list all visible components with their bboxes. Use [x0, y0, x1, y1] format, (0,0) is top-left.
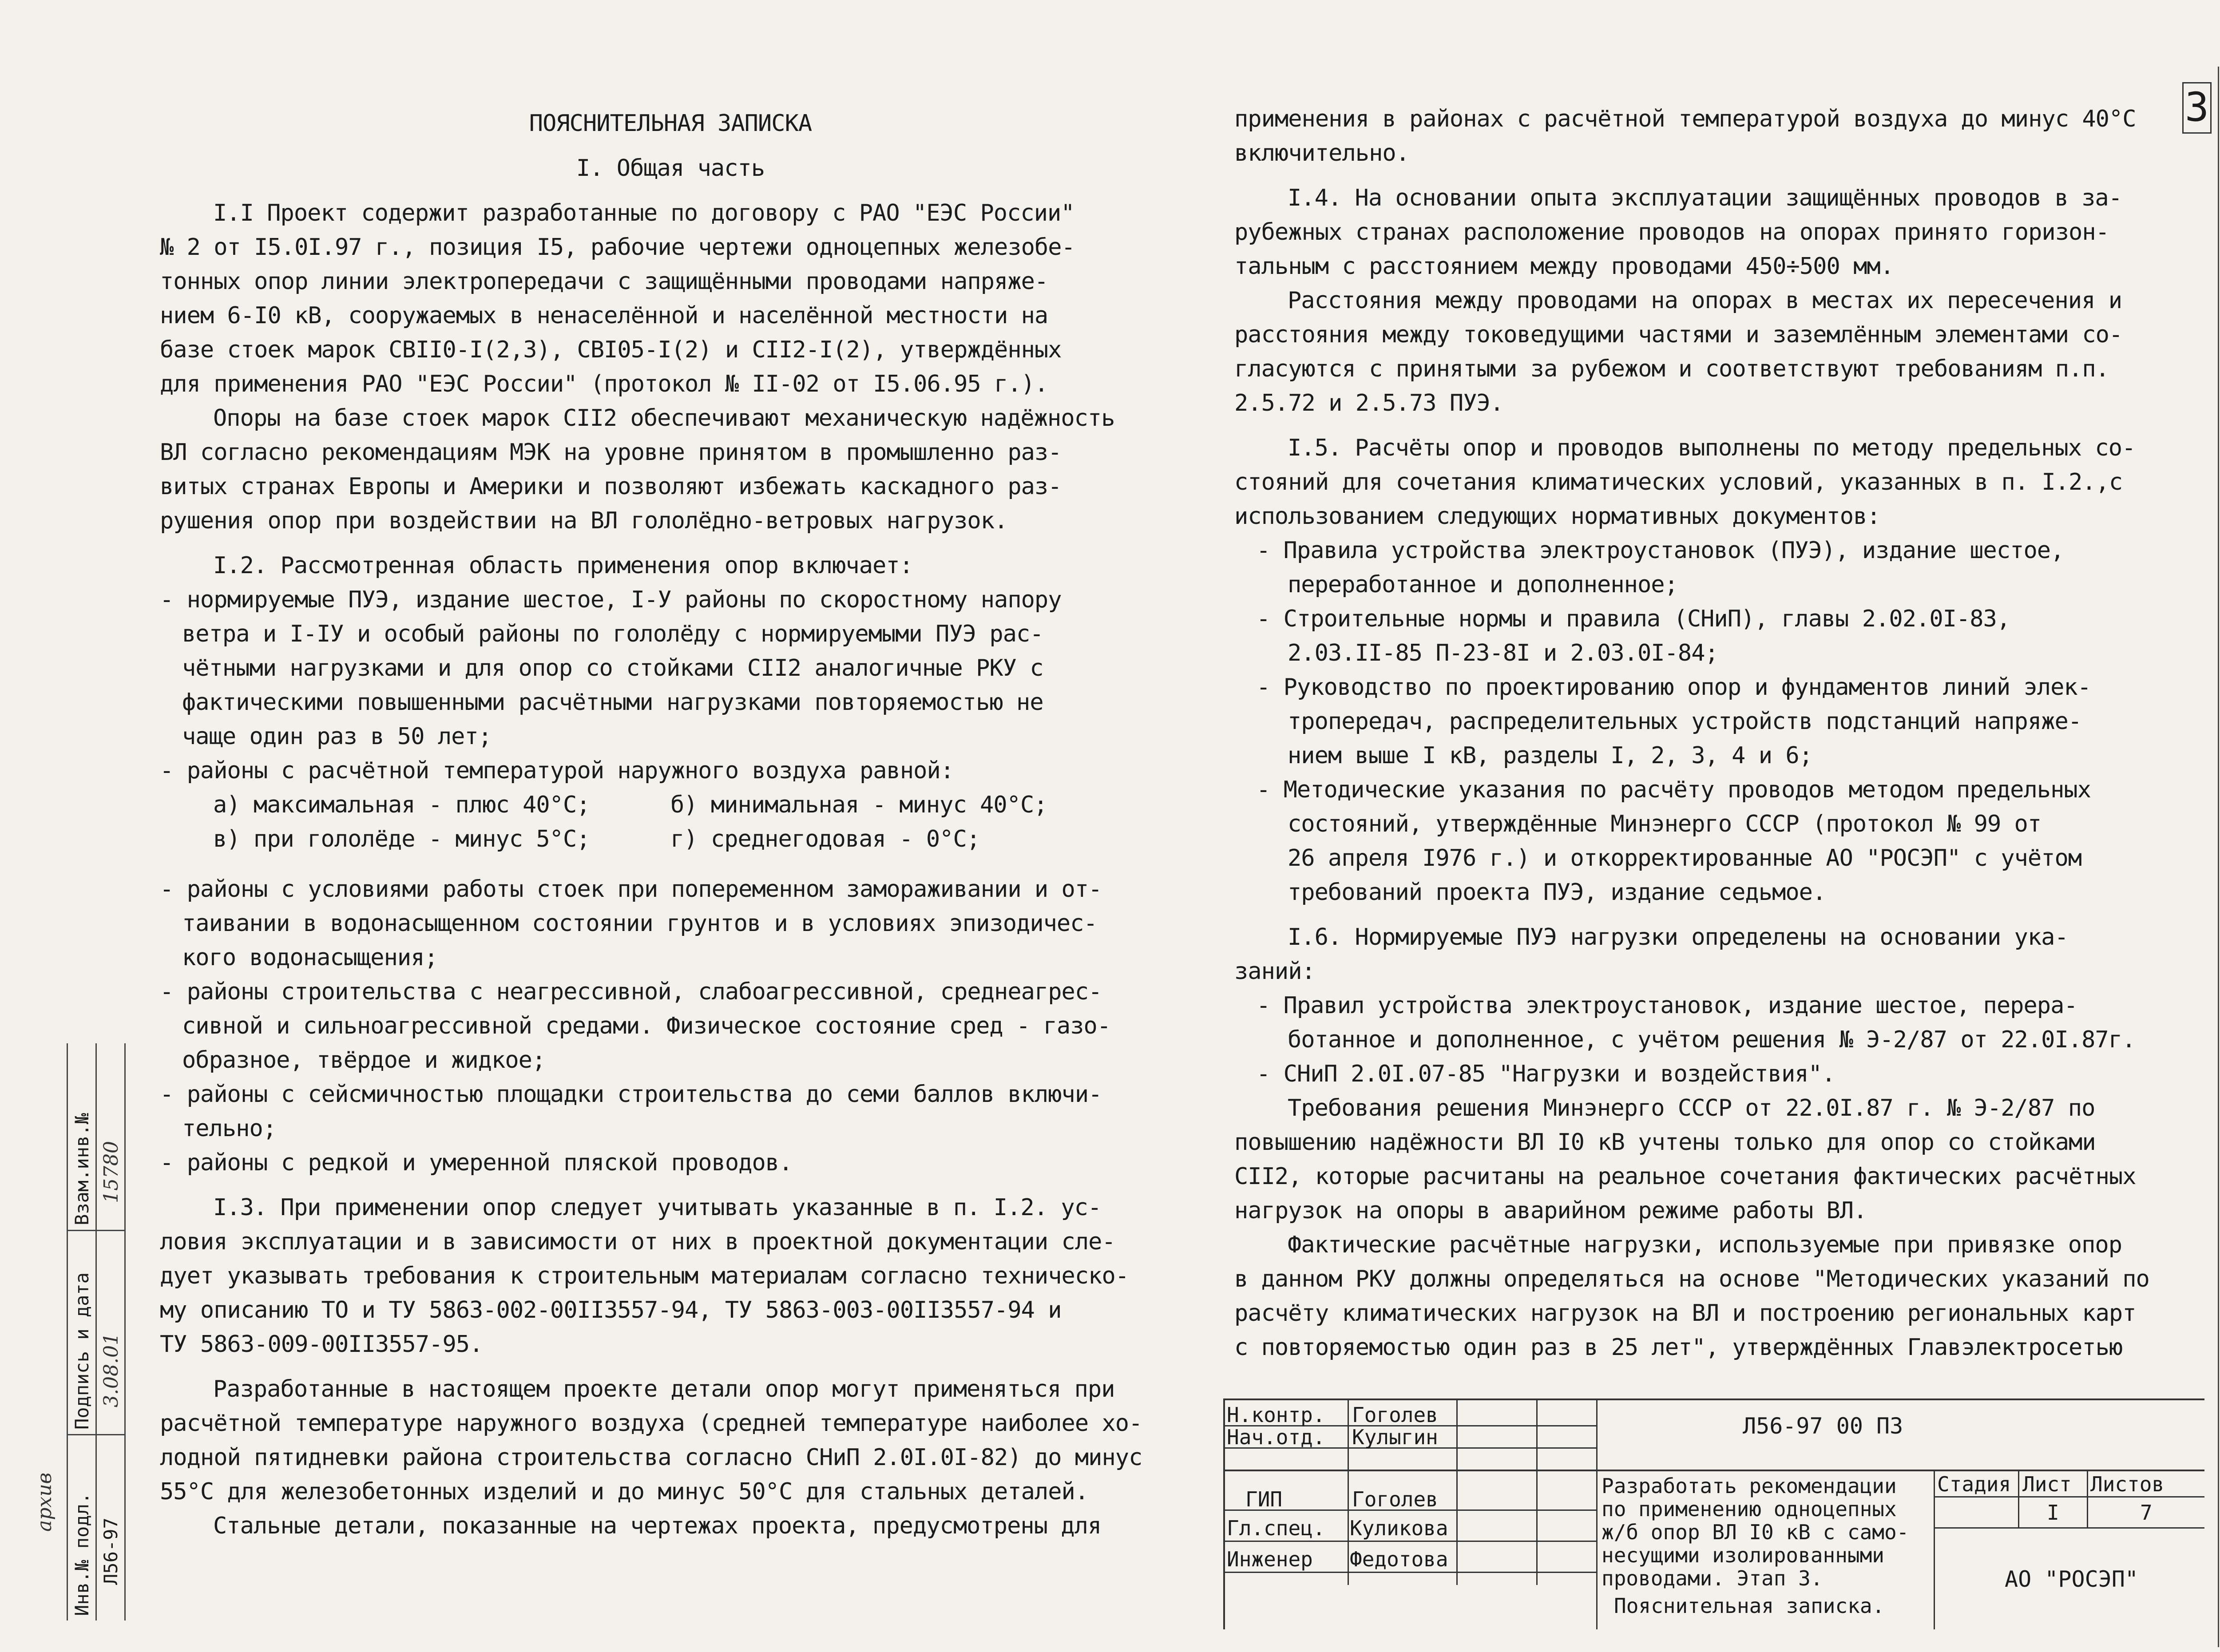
text-line: - Руководство по проектированию опор и фундаментов линий элек-	[1257, 674, 2091, 701]
text-line: чётными нагрузками и для опор со стойками СII2 аналогичные РКУ с	[182, 655, 1043, 681]
right-column	[1234, 102, 2193, 1365]
text-line: использованием следующих нормативных документов:	[1234, 503, 1880, 530]
organization: АО "РОСЭП"	[2005, 1566, 2139, 1592]
role-nkontr: Н.контр.	[1227, 1403, 1325, 1427]
text-line: базе стоек марок СВII0-I(2,3), СВI05-I(2) и СII2-I(2), утверждённых	[160, 337, 1062, 363]
text-line: му описанию ТО и ТУ 5863-002-00II3557-94, ТУ 5863-003-00II3557-94 и	[160, 1297, 1062, 1323]
right-frame-line	[2218, 67, 2219, 1647]
text-line: нагрузок на опоры в аварийном режиме работы ВЛ.	[1234, 1197, 1867, 1224]
text-line: нием выше I кВ, разделы I, 2, 3, 4 и 6;	[1288, 742, 1812, 769]
text-line: 2.5.72 и 2.5.73 ПУЭ.	[1234, 390, 1504, 416]
text-line: таивании в водонасыщенном состоянии грунтов и в условиях эпизодичес-	[182, 910, 1097, 937]
vzam-value: 15780	[100, 1141, 123, 1203]
text-line: - Правила устройства электроустановок (ПУЭ), издание шестое,	[1257, 537, 2064, 564]
text-line: лодной пятидневки района строительства согласно СНиП 2.0I.0I-82) до минус	[160, 1444, 1142, 1471]
name-nkontr: Гоголев	[1352, 1403, 1438, 1427]
sheets-value: 7	[2140, 1501, 2153, 1525]
margin-divider	[67, 1230, 124, 1231]
temp-avg: г) среднегодовая - 0°С;	[670, 826, 980, 852]
role-gip: ГИП	[1245, 1487, 1283, 1511]
name-glspec: Куликова	[1350, 1516, 1448, 1540]
stamp-line	[1223, 1398, 2204, 1400]
text-line: тропередач, распределительных устройств подстанций напряже-	[1288, 708, 2082, 735]
text-line: образное, твёрдое и жидкое;	[182, 1047, 546, 1074]
text-line: рубежных странах расположение проводов на опорах принято горизон-	[1234, 219, 2109, 246]
text-line: включительно.	[1234, 140, 1409, 166]
stamp-line	[1536, 1398, 1538, 1585]
label-podpis: Подпись и дата	[71, 1272, 93, 1430]
role-nachotd: Нач.отд.	[1227, 1425, 1325, 1449]
text-line: - районы с редкой и умеренной пляской проводов.	[160, 1149, 793, 1176]
text-line: Расстояния между проводами на опорах в местах их пересечения и	[1288, 287, 2122, 314]
text-line: дует указывать требования к строительным материалам согласно техническо-	[160, 1263, 1129, 1289]
page-number: 3	[2182, 82, 2212, 134]
text-line: расстояния между токоведущими частями и заземлённым элементами со-	[1234, 321, 2123, 348]
text-line: ВЛ согласно рекомендациям МЭК на уровне принятом в промышленно раз-	[160, 439, 1062, 466]
title-block	[1223, 1398, 2204, 1629]
sheets-label: Листов	[2090, 1472, 2164, 1496]
text-line: повышению надёжности ВЛ I0 кВ учтены только для опор со стойками	[1234, 1129, 2096, 1156]
section-heading: I. Общая часть	[576, 155, 765, 182]
stage-label: Стадия	[1937, 1472, 2011, 1496]
text-line: расчётной температуре наружного воздуха (средней температуре наиболее хо-	[160, 1410, 1142, 1437]
role-glspec: Гл.спец.	[1227, 1516, 1325, 1540]
desc-line: Разработать рекомендации	[1602, 1474, 1897, 1498]
text-line: Опоры на базе стоек марок СII2 обеспечивают механическую надёжность	[213, 405, 1115, 432]
sheet-label: Лист	[2022, 1472, 2072, 1496]
text-line: СII2, которые расчитаны на реальное сочетания фактических расчётных	[1234, 1163, 2136, 1190]
stamp-line	[1223, 1572, 1596, 1573]
text-line: заний:	[1234, 958, 1315, 985]
temp-min: б) минимальная - минус 40°С;	[670, 792, 1047, 818]
temp-max: а) максимальная - плюс 40°С;	[213, 792, 590, 818]
name-gip: Гоголев	[1352, 1487, 1438, 1511]
stamp-line	[1456, 1398, 1458, 1585]
text-line: I.6. Нормируемые ПУЭ нагрузки определены на основании ука-	[1288, 924, 2068, 951]
label-inv: Инв.№ подл.	[71, 1492, 93, 1616]
left-margin-stamp	[33, 1043, 126, 1620]
text-line: 26 апреля I976 г.) и откорректированные АО "РОСЭП" с учётом	[1288, 845, 2082, 872]
document-title: ПОЯСНИТЕЛЬНАЯ ЗАПИСКА	[529, 110, 812, 137]
text-line: I.I Проект содержит разработанные по договору с РАО "ЕЭС России"	[213, 200, 1074, 226]
temp-ice: в) при гололёде - минус 5°С;	[213, 826, 590, 852]
text-line: Требования решения Минэнерго СССР от 22.0I.87 г. № Э-2/87 по	[1288, 1095, 2095, 1121]
temperature-row	[160, 788, 1181, 822]
text-line: - Методические указания по расчёту проводов методом предельных	[1257, 776, 2091, 803]
text-line: гласуются с принятыми за рубежом и соответствуют требованиям п.п.	[1234, 356, 2109, 382]
stamp-line	[2018, 1470, 2019, 1527]
desc-line: проводами. Этап 3.	[1602, 1566, 1823, 1590]
text-line: расчёту климатических нагрузок на ВЛ и построению региональных карт	[1234, 1300, 2136, 1327]
desc-line: ж/б опор ВЛ I0 кВ с само-	[1602, 1520, 1909, 1544]
text-line: ловия эксплуатации и в зависимости от них в проектной документации сле-	[160, 1228, 1115, 1255]
sheet-value: I	[2047, 1501, 2059, 1525]
left-column	[160, 107, 1181, 1543]
text-line: тельно;	[182, 1115, 277, 1142]
text-line: сивной и сильноагрессивной средами. Физическое состояние сред - газо-	[182, 1013, 1111, 1039]
role-engineer: Инженер	[1227, 1547, 1313, 1571]
label-vzam: Взам.инв.№	[71, 1113, 93, 1225]
text-line: - районы с сейсмичностью площадки строительства до семи баллов включи-	[160, 1081, 1102, 1108]
text-line: - Правил устройства электроустановок, издание шестое, перера-	[1257, 992, 2077, 1019]
text-line: I.4. На основании опыта эксплуатации защищённых проводов в за-	[1288, 185, 2122, 211]
text-line: витых странах Европы и Америки и позволяют избежать каскадного раз-	[160, 473, 1062, 500]
text-line: - Строительные нормы и правила (СНиП), главы 2.02.0I-83,	[1257, 606, 2010, 632]
text-line: рушения опор при воздействии на ВЛ гололёдно-ветровых нагрузок.	[160, 507, 1008, 534]
text-line: кого водонасыщения;	[182, 944, 438, 971]
text-line: - районы с расчётной температурой наружного воздуха равной:	[160, 757, 954, 784]
text-line: ботанное и дополненное, с учётом решения № Э-2/87 от 22.0I.87г.	[1288, 1026, 2136, 1053]
text-line: состояний, утверждённые Минэнерго СССР (протокол № 99 от	[1288, 811, 2042, 837]
text-line: I.5. Расчёты опор и проводов выполнены по методу предельных со-	[1288, 435, 2136, 461]
text-line: Фактические расчётные нагрузки, используемые при привязке опор	[1288, 1232, 2122, 1258]
text-line: № 2 от I5.0I.97 г., позиция I5, рабочие чертежи одноцепных железобе-	[160, 234, 1075, 261]
text-line: переработанное и дополненное;	[1288, 571, 1678, 598]
text-line: 55°С для железобетонных изделий и до минус 50°С для стальных деталей.	[160, 1478, 1089, 1505]
stamp-line	[1596, 1398, 1598, 1629]
text-line: Разработанные в настоящем проекте детали опор могут применяться при	[213, 1376, 1115, 1402]
margin-divider	[67, 1434, 124, 1435]
text-line: применения в районах с расчётной температурой воздуха до минус 40°С	[1234, 106, 2136, 132]
text-line: 2.03.II-85 П-23-8I и 2.03.0I-84;	[1288, 640, 1718, 666]
name-nachotd: Кулыгин	[1352, 1425, 1438, 1449]
temperature-row	[160, 822, 1181, 856]
desc-line: несущими изолированными	[1602, 1543, 1884, 1567]
name-engineer: Федотова	[1350, 1547, 1448, 1571]
stamp-line	[1223, 1541, 1596, 1542]
desc-line: по применению одноцепных	[1602, 1497, 1897, 1521]
text-line: тальным с расстоянием между проводами 450÷500 мм.	[1234, 253, 1894, 280]
stamp-line	[1934, 1470, 1935, 1629]
inv-value: Л56-97	[100, 1517, 122, 1585]
stamp-line	[1934, 1527, 2204, 1529]
text-line: требований проекта ПУЭ, издание седьмое.	[1288, 879, 1826, 906]
text-line: - нормируемые ПУЭ, издание шестое, I-У районы по скоростному напору	[160, 586, 1062, 613]
stamp-line	[1348, 1398, 1349, 1585]
date-value: 3.08.01	[100, 1333, 123, 1407]
text-line: чаще один раз в 50 лет;	[182, 723, 492, 750]
text-line: фактическими повышенными расчётными нагрузками повторяемостью не	[182, 689, 1043, 716]
text-line: стояний для сочетания климатических условий, указанных в п. I.2.,с	[1234, 469, 2123, 495]
text-line: тонных опор линии электропередачи с защищёнными проводами напряже-	[160, 268, 1048, 295]
text-line: ветра и I-IУ и особый районы по гололёду с нормируемыми ПУЭ рас-	[182, 621, 1043, 647]
text-line: I.3. При применении опор следует учитывать указанные в п. I.2. ус-	[213, 1194, 1102, 1221]
text-line: - СНиП 2.0I.07-85 "Нагрузки и воздействия".	[1257, 1061, 1835, 1087]
text-line: нием 6-I0 кВ, сооружаемых в ненаселённой и населённой местности на	[160, 302, 1048, 329]
text-line: Стальные детали, показанные на чертежах проекта, предусмотрены для	[213, 1513, 1102, 1539]
doc-code: Л56-97 00 ПЗ	[1743, 1413, 1903, 1439]
text-line: - районы с условиями работы стоек при попеременном замораживании и от-	[160, 876, 1102, 903]
text-line: I.2. Рассмотренная область применения опор включает:	[213, 552, 913, 579]
text-line: в данном РКУ должны определяться на основе "Методических указаний по	[1234, 1266, 2149, 1292]
handwritten-note: архив	[33, 1472, 56, 1532]
stamp-line	[2087, 1470, 2088, 1527]
text-line: для применения РАО "ЕЭС России" (протокол № II-02 от I5.06.95 г.).	[160, 371, 1048, 397]
stamp-line	[1223, 1398, 1225, 1629]
text-line: - районы строительства с неагрессивной, слабоагрессивной, среднеагрес-	[160, 979, 1102, 1005]
text-line: с повторяемостью один раз в 25 лет", утверждённых Главэлектросетью	[1234, 1334, 2123, 1361]
stamp-line	[1223, 1470, 2204, 1471]
desc-line: Пояснительная записка.	[1614, 1594, 1885, 1618]
text-line: ТУ 5863-009-00II3557-95.	[160, 1331, 483, 1358]
stamp-line	[1934, 1496, 2204, 1497]
